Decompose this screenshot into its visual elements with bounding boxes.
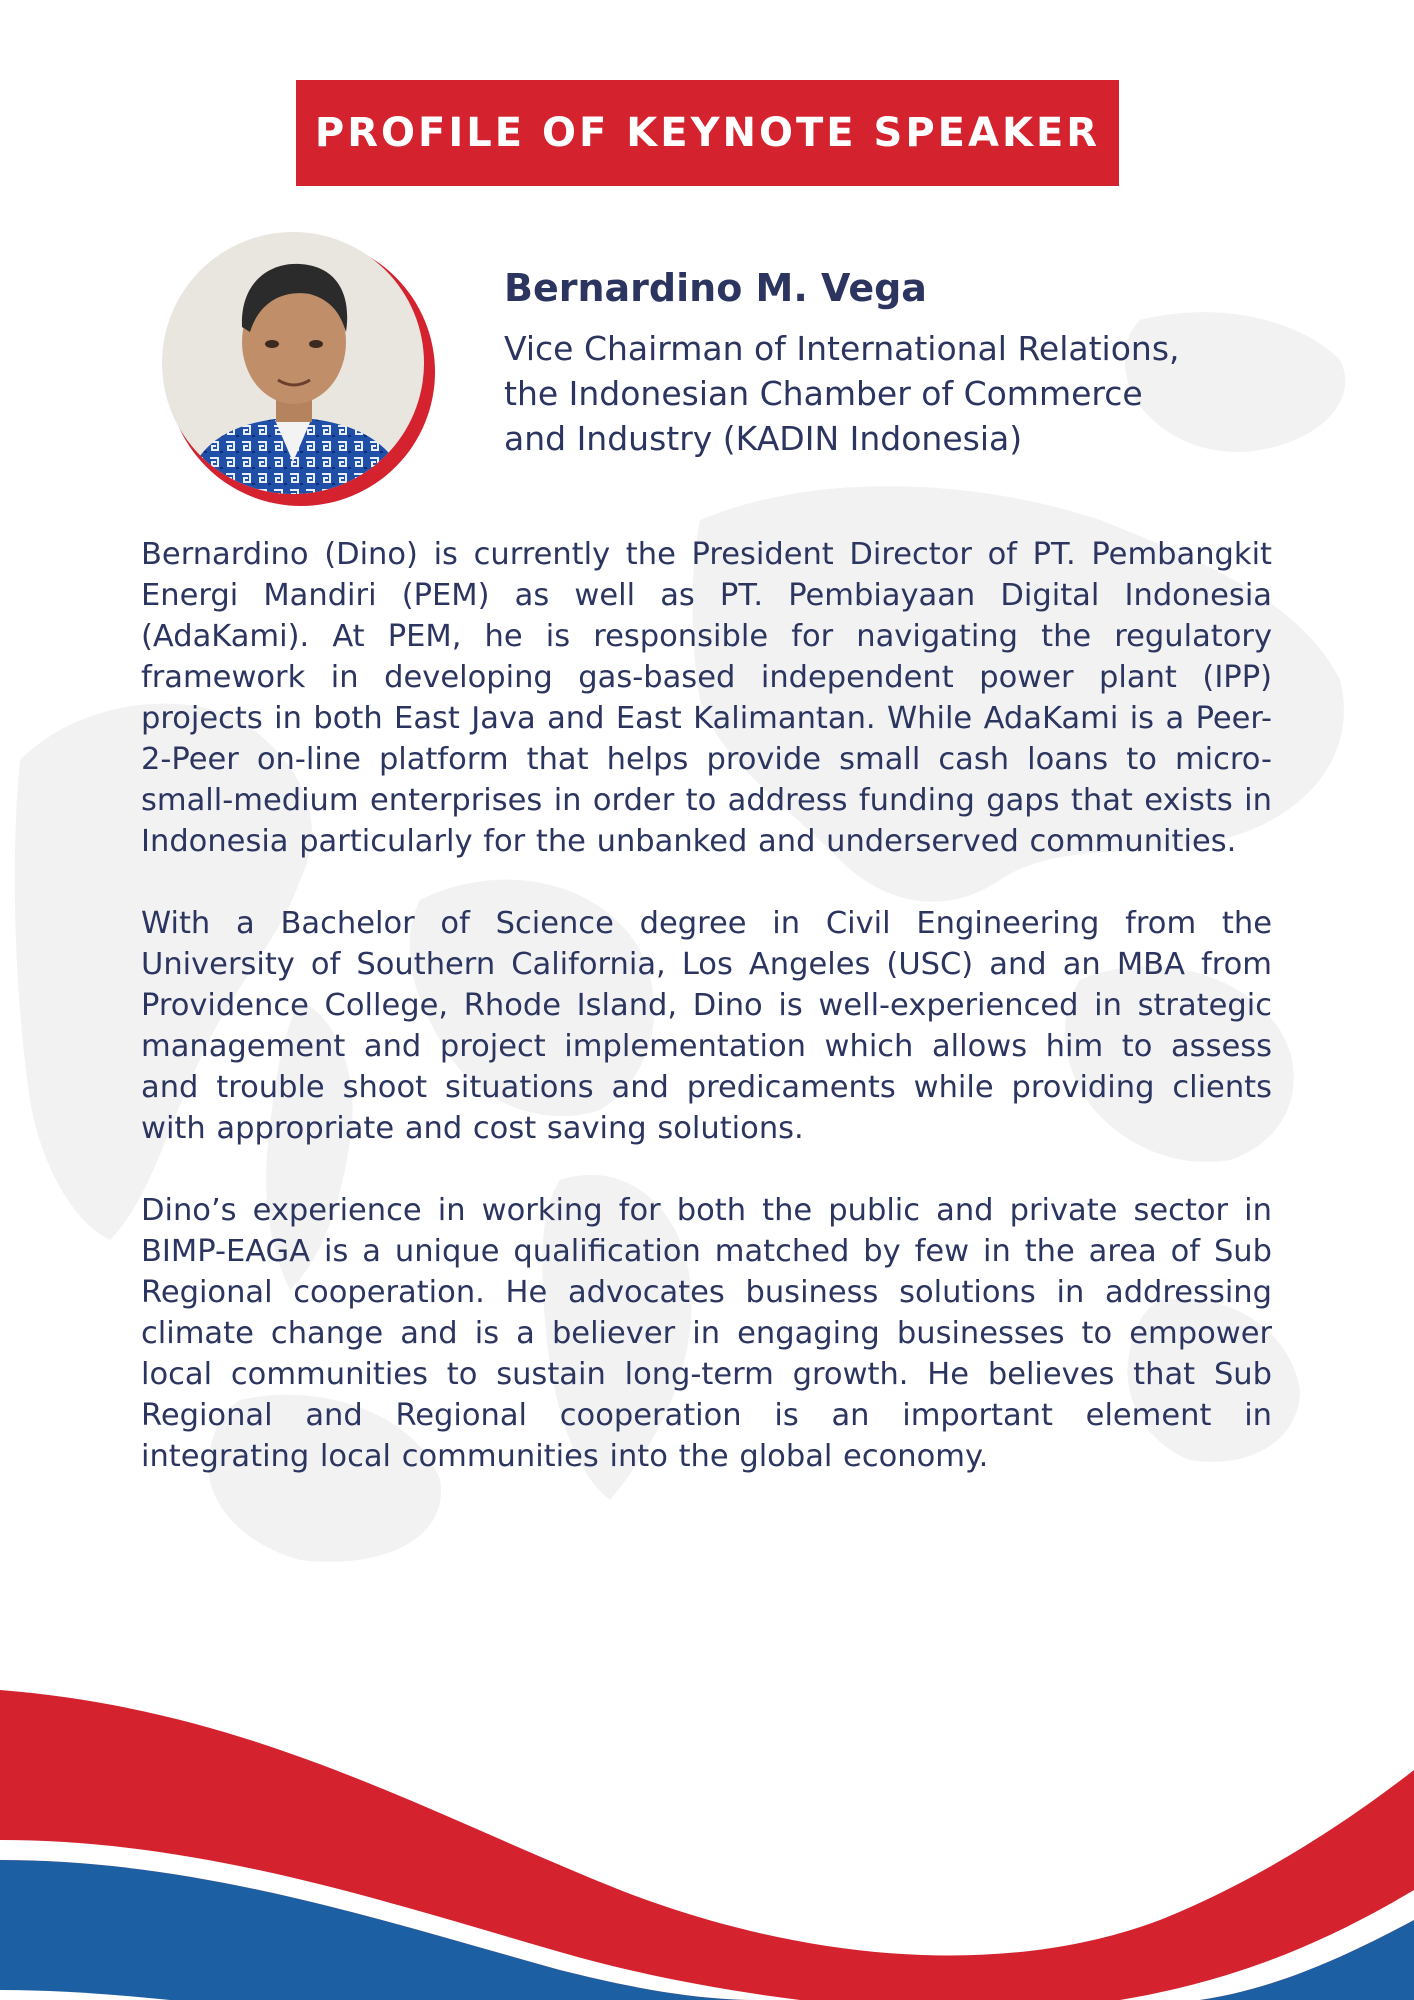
- bio-paragraph: Bernardino (Dino) is currently the President Director of PT. Pembangkit Energi Mandiri (PEM) as well as PT. Pembiayaan Digital Indonesia (AdaKami). At PEM, he is responsible for navigating the regulatory framework in developing gas-based independent power plant (IPP) projects in both East Java and East Kalimantan. While AdaKami is a Peer-2-Peer on-line platform that helps provide small cash loans to micro-small-medium enterprises in order to address funding gaps that exists in Indonesia particularly for the unbanked and underserved communities.: [141, 537, 1272, 859]
- speaker-biography: [141, 534, 1272, 1518]
- speaker-portrait-image: [160, 232, 436, 508]
- speaker-role: Vice Chairman of International Relations, the Indonesian Chamber of Commerce and Industry (KADIN Indonesia): [504, 329, 1180, 458]
- decorative-wave-footer: [0, 1690, 1414, 2000]
- speaker-photo: [160, 232, 436, 508]
- speaker-name: Bernardino M. Vega: [504, 266, 927, 310]
- page-title: PROFILE OF KEYNOTE SPEAKER: [314, 110, 1101, 156]
- bio-paragraph: Dino’s experience in working for both the public and private sector in BIMP-EAGA is a unique qualification matched by few in the area of Sub Regional cooperation. He advocates business solutions in addressing climate change and is a believer in engaging businesses to empower local communities to sustain long-term growth. He believes that Sub Regional and Regional cooperation is an important element in integrating local communities into the global economy.: [141, 1193, 1272, 1474]
- bio-paragraph: With a Bachelor of Science degree in Civil Engineering from the University of Southern California, Los Angeles (USC) and an MBA from Providence College, Rhode Island, Dino is well-experienced in strategic management and project implementation which allows him to assess and trouble shoot situations and predicaments while providing clients with appropriate and cost saving solutions.: [141, 906, 1272, 1146]
- title-banner: [296, 80, 1119, 186]
